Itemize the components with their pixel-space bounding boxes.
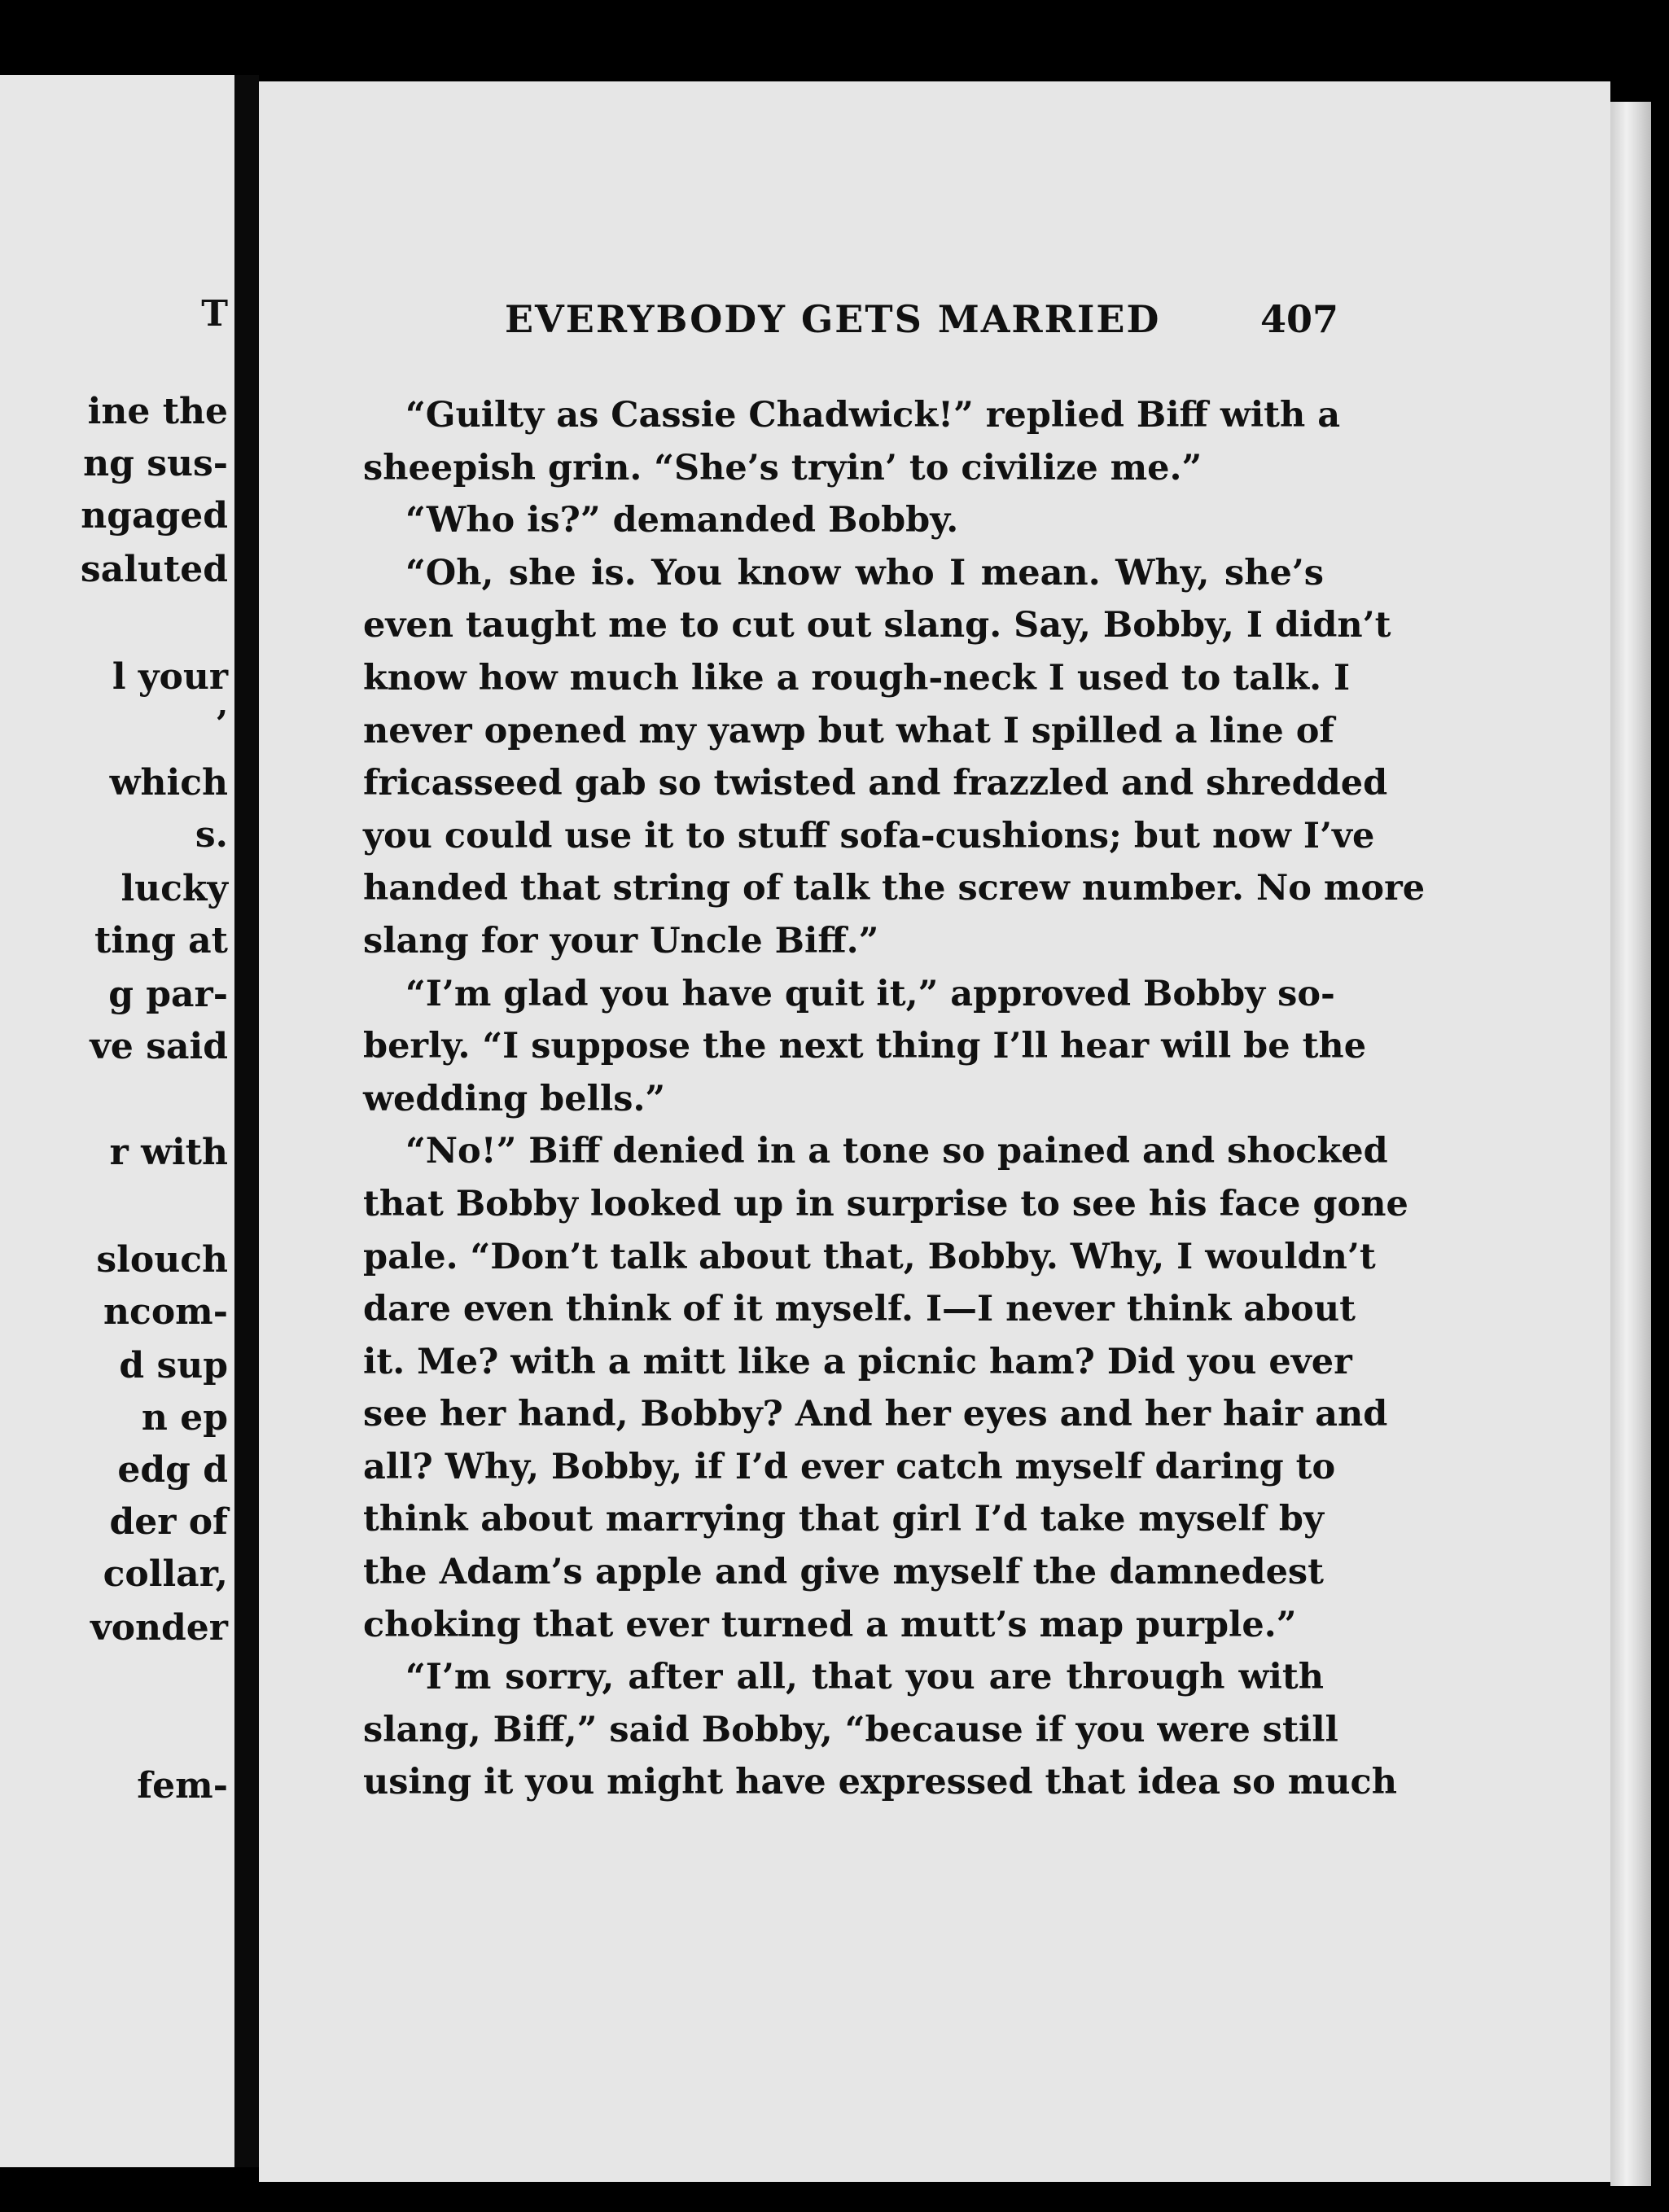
text-line: it. Me? with a mitt like a picnic ham? Did you ever xyxy=(363,1341,1352,1382)
left-page-line: collar, xyxy=(103,1553,228,1595)
running-head: EVERYBODY GETS MARRIED xyxy=(505,297,1161,341)
left-page-line: fem- xyxy=(137,1765,228,1807)
text-line: “No!” Biff denied in a tone so pained and shocked xyxy=(405,1131,1388,1172)
page-edge xyxy=(1610,102,1651,2186)
left-page-line: T xyxy=(201,293,228,335)
left-page-line: vonder xyxy=(90,1607,228,1649)
text-line: slang for your Uncle Biff.” xyxy=(363,920,879,961)
book-gutter xyxy=(234,75,259,2167)
page-number: 407 xyxy=(1260,297,1339,341)
text-line: dare even think of it myself. I—I never think about xyxy=(363,1289,1356,1330)
left-page-line: d sup xyxy=(119,1345,228,1386)
text-line: pale. “Don’t talk about that, Bobby. Why, I wouldn’t xyxy=(363,1236,1376,1277)
left-page-line: saluted xyxy=(80,549,228,590)
text-line: choking that ever turned a mutt’s map purple.” xyxy=(363,1604,1297,1645)
text-line: “I’m sorry, after all, that you are through with xyxy=(405,1657,1324,1698)
text-line: you could use it to stuff sofa-cushions; but now I’ve xyxy=(363,815,1375,856)
text-line: berly. “I suppose the next thing I’ll hear will be the xyxy=(363,1026,1367,1067)
left-page-line: ng sus- xyxy=(83,443,228,484)
left-page-line: ve said xyxy=(90,1026,228,1067)
left-page-line: n ep xyxy=(141,1397,228,1439)
text-line: fricasseed gab so twisted and frazzled and shredded xyxy=(363,763,1388,804)
left-page-line: ine the xyxy=(87,391,228,432)
page-body-text xyxy=(363,389,1426,1809)
left-page-line: slouch xyxy=(96,1239,228,1281)
left-page-line: edg d xyxy=(117,1449,228,1491)
text-line: that Bobby looked up in surprise to see his face gone xyxy=(363,1183,1408,1224)
left-page-line: s. xyxy=(195,814,228,856)
left-page-line: lucky xyxy=(120,868,228,909)
text-line: even taught me to cut out slang. Say, Bobby, I didn’t xyxy=(363,605,1391,646)
text-line: “Guilty as Cassie Chadwick!” replied Biff with a xyxy=(405,395,1341,436)
text-line: “Oh, she is. You know who I mean. Why, she’s xyxy=(405,552,1324,594)
text-line: the Adam’s apple and give myself the damnedest xyxy=(363,1552,1324,1593)
left-facing-page xyxy=(0,75,234,2167)
left-page-line: ’ xyxy=(215,703,228,745)
left-page-line: ting at xyxy=(94,920,228,961)
text-line: sheepish grin. “She’s tryin’ to civilize me.” xyxy=(363,447,1202,488)
left-page-line: g par- xyxy=(108,974,228,1015)
text-line: “Who is?” demanded Bobby. xyxy=(405,500,959,541)
left-page-line: r with xyxy=(109,1132,228,1173)
text-line: using it you might have expressed that idea so much xyxy=(363,1762,1397,1803)
left-page-line: der of xyxy=(109,1501,228,1543)
text-line: handed that string of talk the screw number. No more xyxy=(363,868,1426,909)
text-line: never opened my yawp but what I spilled a line of xyxy=(363,710,1334,751)
text-line: “I’m glad you have quit it,” approved Bobby so- xyxy=(405,973,1335,1014)
text-line: wedding bells.” xyxy=(363,1078,666,1119)
text-line: all? Why, Bobby, if I’d ever catch myself daring to xyxy=(363,1446,1336,1487)
text-line: think about marrying that girl I’d take myself by xyxy=(363,1499,1324,1540)
left-page-line: ncom- xyxy=(103,1291,228,1333)
text-line: slang, Biff,” said Bobby, “because if you were still xyxy=(363,1709,1338,1750)
left-page-line: ngaged xyxy=(81,495,228,537)
left-page-line: which xyxy=(109,762,228,804)
text-line: see her hand, Bobby? And her eyes and her hair and xyxy=(363,1394,1388,1435)
left-page-line: l your xyxy=(112,656,228,698)
text-line: know how much like a rough-neck I used to talk. I xyxy=(363,657,1351,699)
